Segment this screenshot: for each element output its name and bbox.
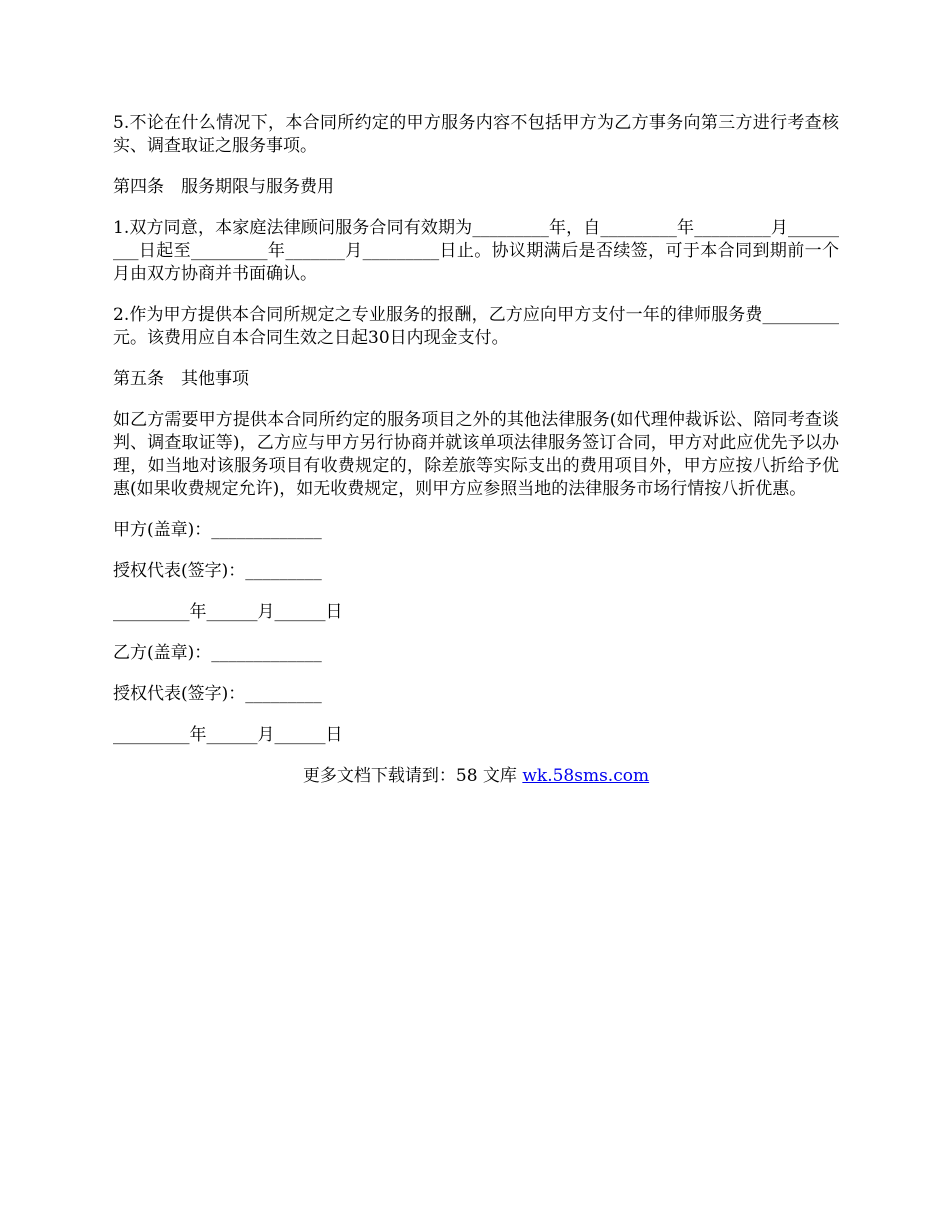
footer-link[interactable]: wk.58sms.com bbox=[522, 766, 650, 786]
footer-prefix: 更多文档下载请到：58 文库 bbox=[302, 766, 523, 786]
party-a-date-line: _________年______月______日 bbox=[113, 602, 343, 622]
term-paragraph: 1.双方同意，本家庭法律顾问服务合同有效期为_________年，自_________年_________月_________日起至_________年_______月_________日止。协议期满后是否续签，可于本合同到期前一个月由双方协商并书面确认。 bbox=[113, 218, 839, 284]
other-matters-paragraph: 如乙方需要甲方提供本合同所约定的服务项目之外的其他法律服务(如代理仲裁诉讼、陪同考查谈判、调查取证等)，乙方应与甲方另行协商并就该单项法律服务签订合同，甲方对此应优先予以办理，如当地对该服务项目有收费规定的，除差旅等实际支出的费用项目外，甲方应按八折给予优惠(如果收费规定允许)，如无收费规定，则甲方应参照当地的法律服务市场行情按八折优惠。 bbox=[113, 410, 839, 499]
party-a-seal-line: 甲方(盖章)：_____________ bbox=[113, 520, 322, 540]
download-footer bbox=[113, 765, 839, 788]
article-5-heading: 第五条 其他事项 bbox=[113, 369, 249, 389]
document-page bbox=[113, 112, 839, 788]
party-b-representative-line: 授权代表(签字)：_________ bbox=[113, 684, 322, 704]
party-a-representative-line: 授权代表(签字)：_________ bbox=[113, 561, 322, 581]
party-b-seal-line: 乙方(盖章)：_____________ bbox=[113, 643, 322, 663]
clause-5-paragraph: 5.不论在什么情况下，本合同所约定的甲方服务内容不包括甲方为乙方事务向第三方进行考查核实、调查取证之服务事项。 bbox=[113, 113, 839, 156]
article-4-heading: 第四条 服务期限与服务费用 bbox=[113, 177, 334, 197]
party-b-date-line: _________年______月______日 bbox=[113, 725, 343, 745]
fee-paragraph: 2.作为甲方提供本合同所规定之专业服务的报酬，乙方应向甲方支付一年的律师服务费_________元。该费用应自本合同生效之日起30日内现金支付。 bbox=[113, 305, 839, 348]
